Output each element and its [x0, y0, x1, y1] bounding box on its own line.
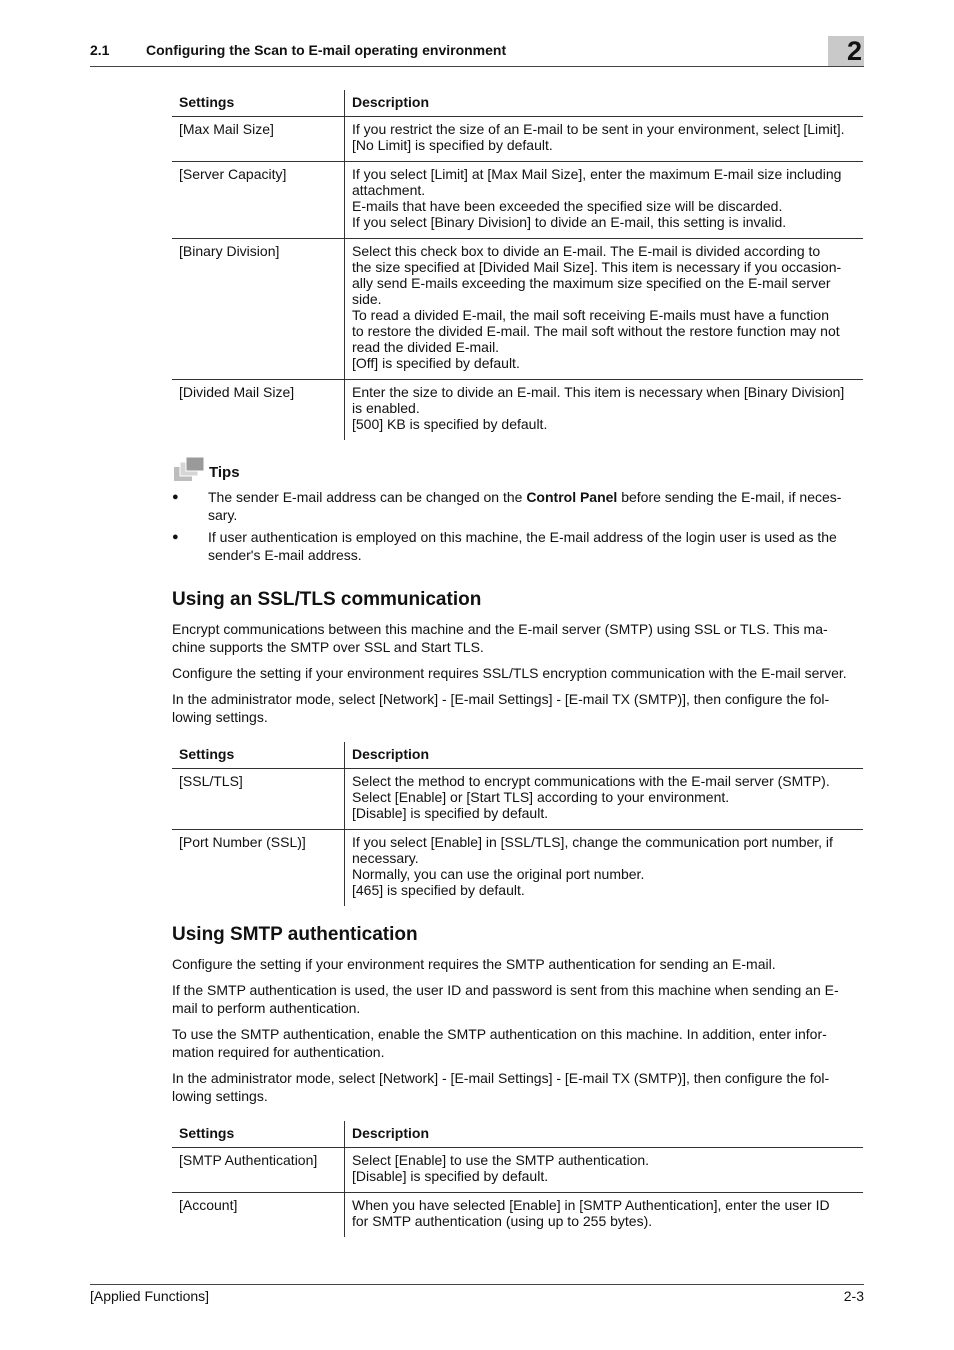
table-row [172, 380, 863, 441]
setting-description [345, 1193, 864, 1238]
description-line: the size specified at [Divided Mail Size]. This item is necessary if you occasion- [352, 259, 842, 275]
table-row [172, 117, 863, 162]
tip-item: ● If user authentication is employed on this machine, the E-mail address of the login user is used as the sender's E-mail address. [172, 529, 837, 563]
table-row [172, 1148, 863, 1193]
table-mail-size-container [172, 90, 863, 440]
page-footer [90, 1284, 864, 1304]
description-line: Select the method to encrypt communications with the E-mail server (SMTP). [352, 773, 830, 789]
description-line: To read a divided E-mail, the mail soft receiving E-mails must have a function [352, 307, 829, 323]
table-row [172, 769, 863, 830]
description-line: necessary. [352, 850, 419, 866]
description-line: If you select [Binary Division] to divide an E-mail, this setting is invalid. [352, 214, 787, 230]
tips-list [172, 488, 863, 564]
description-line: Select this check box to divide an E-mail. The E-mail is divided according to [352, 243, 821, 259]
table-smtp-container [172, 1121, 863, 1237]
description-line: Normally, you can use the original port number. [352, 866, 645, 882]
smtp-paragraph: In the administrator mode, select [Network] - [E-mail Settings] - [E-mail TX (SMTP)], then configure the fol- lowing settings. [172, 1070, 830, 1104]
col-description-header: Description [345, 1121, 864, 1148]
tips-icon [172, 456, 206, 486]
description-line: Enter the size to divide an E-mail. This item is necessary when [Binary Division] [352, 384, 845, 400]
bullet-icon: ● [172, 491, 179, 503]
section-number: 2.1 [90, 42, 110, 58]
col-settings-header: Settings [172, 742, 345, 769]
tips-box [172, 456, 863, 568]
col-description-header: Description [345, 90, 864, 117]
description-line: Select [Enable] to use the SMTP authentication. [352, 1152, 650, 1168]
col-description-header: Description [345, 742, 864, 769]
table-mail-size [172, 90, 863, 440]
setting-description [345, 769, 864, 830]
description-line: [No Limit] is specified by default. [352, 137, 553, 153]
ssl-section [172, 589, 863, 734]
ssl-heading: Using an SSL/TLS communication [172, 589, 482, 610]
chapter-badge: 2 [828, 36, 864, 66]
col-settings-header: Settings [172, 1121, 345, 1148]
table-row [172, 239, 863, 380]
description-line: side. [352, 291, 382, 307]
smtp-paragraph: If the SMTP authentication is used, the user ID and password is sent from this machine when sending an E- mail to perform authentication. [172, 982, 839, 1016]
ssl-paragraph: In the administrator mode, select [Network] - [E-mail Settings] - [E-mail TX (SMTP)], then configure the fol- lowing settings. [172, 691, 830, 725]
setting-name: [Max Mail Size] [172, 117, 345, 162]
smtp-heading: Using SMTP authentication [172, 924, 418, 945]
setting-description [345, 380, 864, 441]
description-line: [500] KB is specified by default. [352, 416, 548, 432]
description-line: If you select [Limit] at [Max Mail Size], enter the maximum E-mail size including [352, 166, 842, 182]
setting-description [345, 830, 864, 907]
description-line: If you select [Enable] in [SSL/TLS], change the communication port number, if [352, 834, 833, 850]
description-line: [Disable] is specified by default. [352, 1168, 549, 1184]
setting-description [345, 239, 864, 380]
page-header [90, 38, 864, 67]
setting-description [345, 1148, 864, 1193]
description-line: [Off] is specified by default. [352, 355, 520, 371]
smtp-paragraph: To use the SMTP authentication, enable the SMTP authentication on this machine. In addition, enter infor- mation required for authentication. [172, 1026, 827, 1060]
description-line: [Disable] is specified by default. [352, 805, 549, 821]
setting-description [345, 162, 864, 239]
tip-item: ● The sender E-mail address can be changed on the Control Panel before sending the E-mail, if neces- sary. [172, 489, 842, 523]
table-smtp [172, 1121, 863, 1237]
section-title: Configuring the Scan to E-mail operating environment [146, 42, 507, 58]
description-line: to restore the divided E-mail. The mail soft without the restore function may not [352, 323, 840, 339]
setting-name: [Binary Division] [172, 239, 345, 380]
page-number: 2-3 [843, 1288, 864, 1304]
col-settings-header: Settings [172, 90, 345, 117]
description-line: is enabled. [352, 400, 420, 416]
description-line: read the divided E-mail. [352, 339, 500, 355]
description-line: E-mails that have been exceeded the specified size will be discarded. [352, 198, 783, 214]
table-row [172, 162, 863, 239]
setting-description [345, 117, 864, 162]
description-line: If you restrict the size of an E-mail to be sent in your environment, select [Limit]. [352, 121, 845, 137]
setting-name: [Account] [172, 1193, 345, 1238]
tips-label: Tips [209, 464, 240, 481]
table-ssl-container [172, 742, 863, 906]
ssl-paragraph: Configure the setting if your environment requires SSL/TLS encryption communication with the E-mail server. [172, 665, 847, 681]
description-line: When you have selected [Enable] in [SMTP Authentication], enter the user ID [352, 1197, 830, 1213]
description-line: [465] is specified by default. [352, 882, 525, 898]
smtp-section [172, 924, 863, 1113]
table-ssl [172, 742, 863, 906]
ssl-paragraph: Encrypt communications between this machine and the E-mail server (SMTP) using SSL or TLS. This ma- chine supports the SMTP over SSL and Start TLS. [172, 621, 828, 655]
footer-chapter-name: [Applied Functions] [90, 1288, 210, 1304]
setting-name: [Divided Mail Size] [172, 380, 345, 441]
description-line: Select [Enable] or [Start TLS] according to your environment. [352, 789, 730, 805]
description-line: ally send E-mails exceeding the maximum size specified on the E-mail server [352, 275, 831, 291]
setting-name: [SMTP Authentication] [172, 1148, 345, 1193]
bullet-icon: ● [172, 531, 179, 543]
setting-name: [Port Number (SSL)] [172, 830, 345, 907]
table-row [172, 830, 863, 907]
description-line: attachment. [352, 182, 426, 198]
description-line: for SMTP authentication (using up to 255 bytes). [352, 1213, 653, 1229]
smtp-paragraph: Configure the setting if your environment requires the SMTP authentication for sending an E-mail. [172, 956, 776, 972]
table-row [172, 1193, 863, 1238]
setting-name: [SSL/TLS] [172, 769, 345, 830]
setting-name: [Server Capacity] [172, 162, 345, 239]
